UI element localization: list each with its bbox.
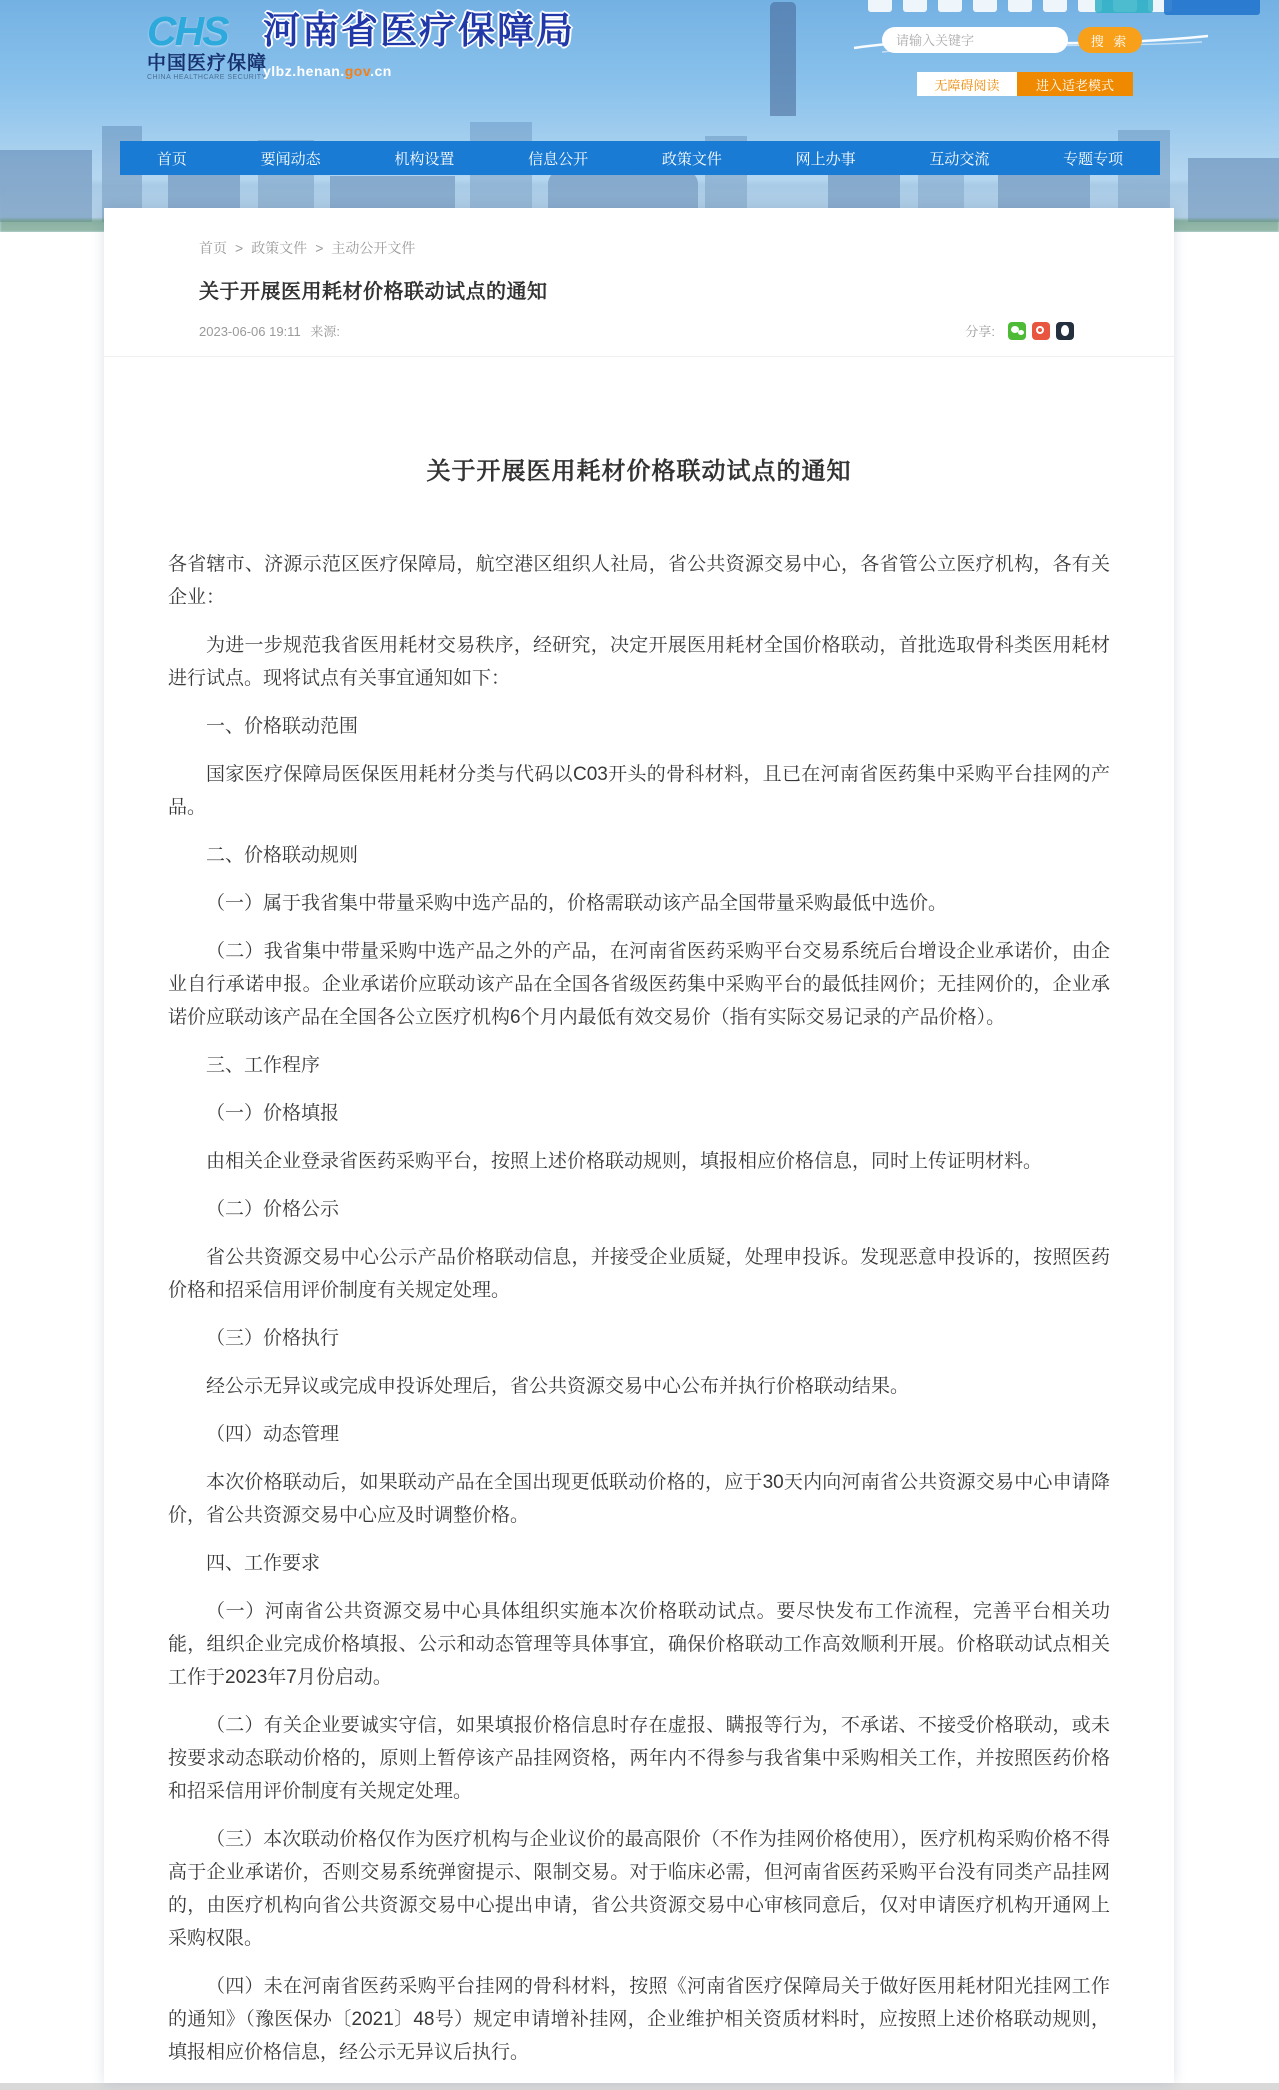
- elder-mode-button[interactable]: 进入适老模式: [1017, 72, 1133, 96]
- paragraph: 各省辖市、济源示范区医疗保障局，航空港区组织人社局，省公共资源交易中心，各省管公立医疗机构，各有关企业：: [168, 554, 1110, 608]
- paragraph: 本次价格联动后，如果联动产品在全国出现更低联动价格的，应于30天内向河南省公共资源交易中心申请降价，省公共资源交易中心应及时调整价格。: [168, 1472, 1110, 1526]
- document-body: [104, 451, 1174, 2069]
- paragraph: （一）属于我省集中带量采购中选产品的，价格需联动该产品全国带量采购最低中选价。: [206, 893, 948, 914]
- paragraph: （二）价格公示: [206, 1199, 340, 1220]
- paragraph: （三）本次联动价格仅作为医疗机构与企业议价的最高限价（不作为挂网价格使用），医疗机构采购价格不得高于企业承诺价，否则交易系统弹窗提示、限制交易。对于临床必需，但河南省医药采购平台没有同类产品挂网的，由医疗机构向省公共资源交易中心提出申请，省公共资源交易中心审核同意后，仅对申请医疗机构开通网上采购权限。: [168, 1829, 1110, 1949]
- main-navbar: [120, 141, 1160, 175]
- search-button[interactable]: 搜 索: [1078, 27, 1142, 53]
- meta-left: [199, 321, 346, 340]
- nav-item[interactable]: 互动交流: [929, 150, 990, 168]
- share-label: 分享:: [965, 324, 995, 339]
- source-label: 来源:: [310, 324, 340, 339]
- qq-share-icon[interactable]: [1056, 322, 1074, 340]
- chs-logo-text: CHS: [147, 8, 228, 54]
- site-url-gov: gov: [344, 63, 371, 79]
- site-banner: [0, 0, 1279, 232]
- paragraph: （四）未在河南省医药采购平台挂网的骨科材料，按照《河南省医疗保障局关于做好医用耗材阳光挂网工作的通知》（豫医保办〔2021〕48号）规定申请增补挂网，企业维护相关资质材料时，应按照上述价格联动规则，填报相应价格信息，经公示无异议后执行。: [168, 1976, 1110, 2063]
- breadcrumb-link[interactable]: 主动公开文件: [331, 240, 416, 256]
- paragraph: 二、价格联动规则: [206, 845, 359, 866]
- breadcrumb-item: [251, 240, 331, 256]
- paragraph: 三、工作程序: [206, 1055, 321, 1076]
- site-title[interactable]: 河南省医疗保障局: [263, 10, 575, 51]
- paragraph: 国家医疗保障局医保医用耗材分类与代码以C03开头的骨科材料，且已在河南省医药集中采购平台挂网的产品。: [168, 764, 1110, 818]
- breadcrumb-separator: >: [315, 240, 324, 256]
- document-title: 关于开展医用耗材价格联动试点的通知: [426, 458, 852, 485]
- paragraph: （二）有关企业要诚实守信，如果填报价格信息时存在虚报、瞒报等行为，不承诺、不接受价格联动，或未按要求动态联动价格的，原则上暂停该产品挂网资格，两年内不得参与我省集中采购相关工作，并按照医药价格和招采信用评价制度有关规定处理。: [168, 1715, 1110, 1802]
- meta-divider: [104, 356, 1174, 357]
- nav-item[interactable]: 网上办事: [795, 150, 856, 168]
- paragraph: （四）动态管理: [206, 1424, 340, 1445]
- nav-item[interactable]: 首页: [156, 150, 187, 168]
- nav-item[interactable]: 政策文件: [661, 150, 722, 168]
- site-identity: [263, 8, 575, 79]
- search-input[interactable]: [882, 27, 1068, 53]
- paragraph: 省公共资源交易中心公示产品价格联动信息，并接受企业质疑，处理申投诉。发现恶意申投诉的，按照医药价格和招采信用评价制度有关规定处理。: [168, 1247, 1110, 1301]
- share-bar: [965, 321, 1074, 340]
- paragraph: 由相关企业登录省医药采购平台，按照上述价格联动规则，填报相应价格信息，同时上传证明材料。: [206, 1151, 1043, 1172]
- paragraph: 一、价格联动范围: [206, 716, 359, 737]
- accessibility-reading-button[interactable]: 无障碍阅读: [917, 72, 1017, 96]
- paragraph: 经公示无异议或完成申投诉处理后，省公共资源交易中心公布并执行价格联动结果。: [206, 1376, 910, 1397]
- breadcrumb-item: [199, 240, 251, 256]
- paragraph: （一）价格填报: [206, 1103, 340, 1124]
- mode-buttons: [917, 72, 1133, 96]
- breadcrumb-item: [331, 240, 415, 256]
- breadcrumb-separator: >: [235, 240, 244, 256]
- wechat-share-icon[interactable]: [1008, 322, 1026, 340]
- chs-logo-en-name: CHINA HEALTHCARE SECURITY: [147, 74, 267, 81]
- paragraph: 为进一步规范我省医用耗材交易秩序，经研究，决定开展医用耗材全国价格联动，首批选取骨科类医用耗材进行试点。现将试点有关事宜通知如下：: [168, 635, 1110, 689]
- nav-item[interactable]: 专题专项: [1063, 150, 1124, 168]
- breadcrumb-link[interactable]: 政策文件: [251, 240, 308, 256]
- footer-strip: [0, 2083, 1279, 2090]
- weibo-share-icon[interactable]: [1032, 322, 1050, 340]
- chs-logo: [147, 8, 267, 82]
- site-url-post: .cn: [370, 63, 392, 79]
- tower: [770, 2, 796, 116]
- paragraph: （二）我省集中带量采购中选产品之外的产品，在河南省医药采购平台交易系统后台增设企业承诺价，由企业自行承诺申报。企业承诺价应联动该产品在全国各省级医药集中采购平台的最低挂网价；无挂网价的，企业承诺价应联动该产品在全国各公立医疗机构6个月内最低有效交易价（指有实际交易记录的产品价格）。: [168, 941, 1110, 1028]
- page-title: 关于开展医用耗材价格联动试点的通知: [199, 281, 548, 303]
- document-paragraphs: [168, 548, 1110, 2069]
- nav-item[interactable]: 信息公开: [528, 150, 589, 168]
- corner-decoration-blue: [1164, 0, 1260, 15]
- paragraph: 四、工作要求: [206, 1553, 321, 1574]
- publish-date: 2023-06-06 19:11: [199, 324, 301, 339]
- nav-item[interactable]: 机构设置: [394, 150, 455, 168]
- site-url: [263, 63, 575, 79]
- chs-logo-cn-name: 中国医疗保障: [147, 53, 268, 74]
- breadcrumb: [104, 208, 1174, 258]
- corner-decoration-teal: [1095, 0, 1153, 13]
- content-card: [104, 208, 1174, 2083]
- article-meta: [199, 321, 1074, 340]
- site-url-pre: ylbz.henan.: [263, 63, 345, 79]
- paragraph: （一）河南省公共资源交易中心具体组织实施本次价格联动试点。要尽快发布工作流程，完善平台相关功能，组织企业完成价格填报、公示和动态管理等具体事宜，确保价格联动工作高效顺利开展。价格联动试点相关工作于2023年7月份启动。: [168, 1601, 1110, 1688]
- paragraph: （三）价格执行: [206, 1328, 340, 1349]
- breadcrumb-link[interactable]: 首页: [199, 240, 227, 256]
- nav-item[interactable]: 要闻动态: [260, 150, 321, 168]
